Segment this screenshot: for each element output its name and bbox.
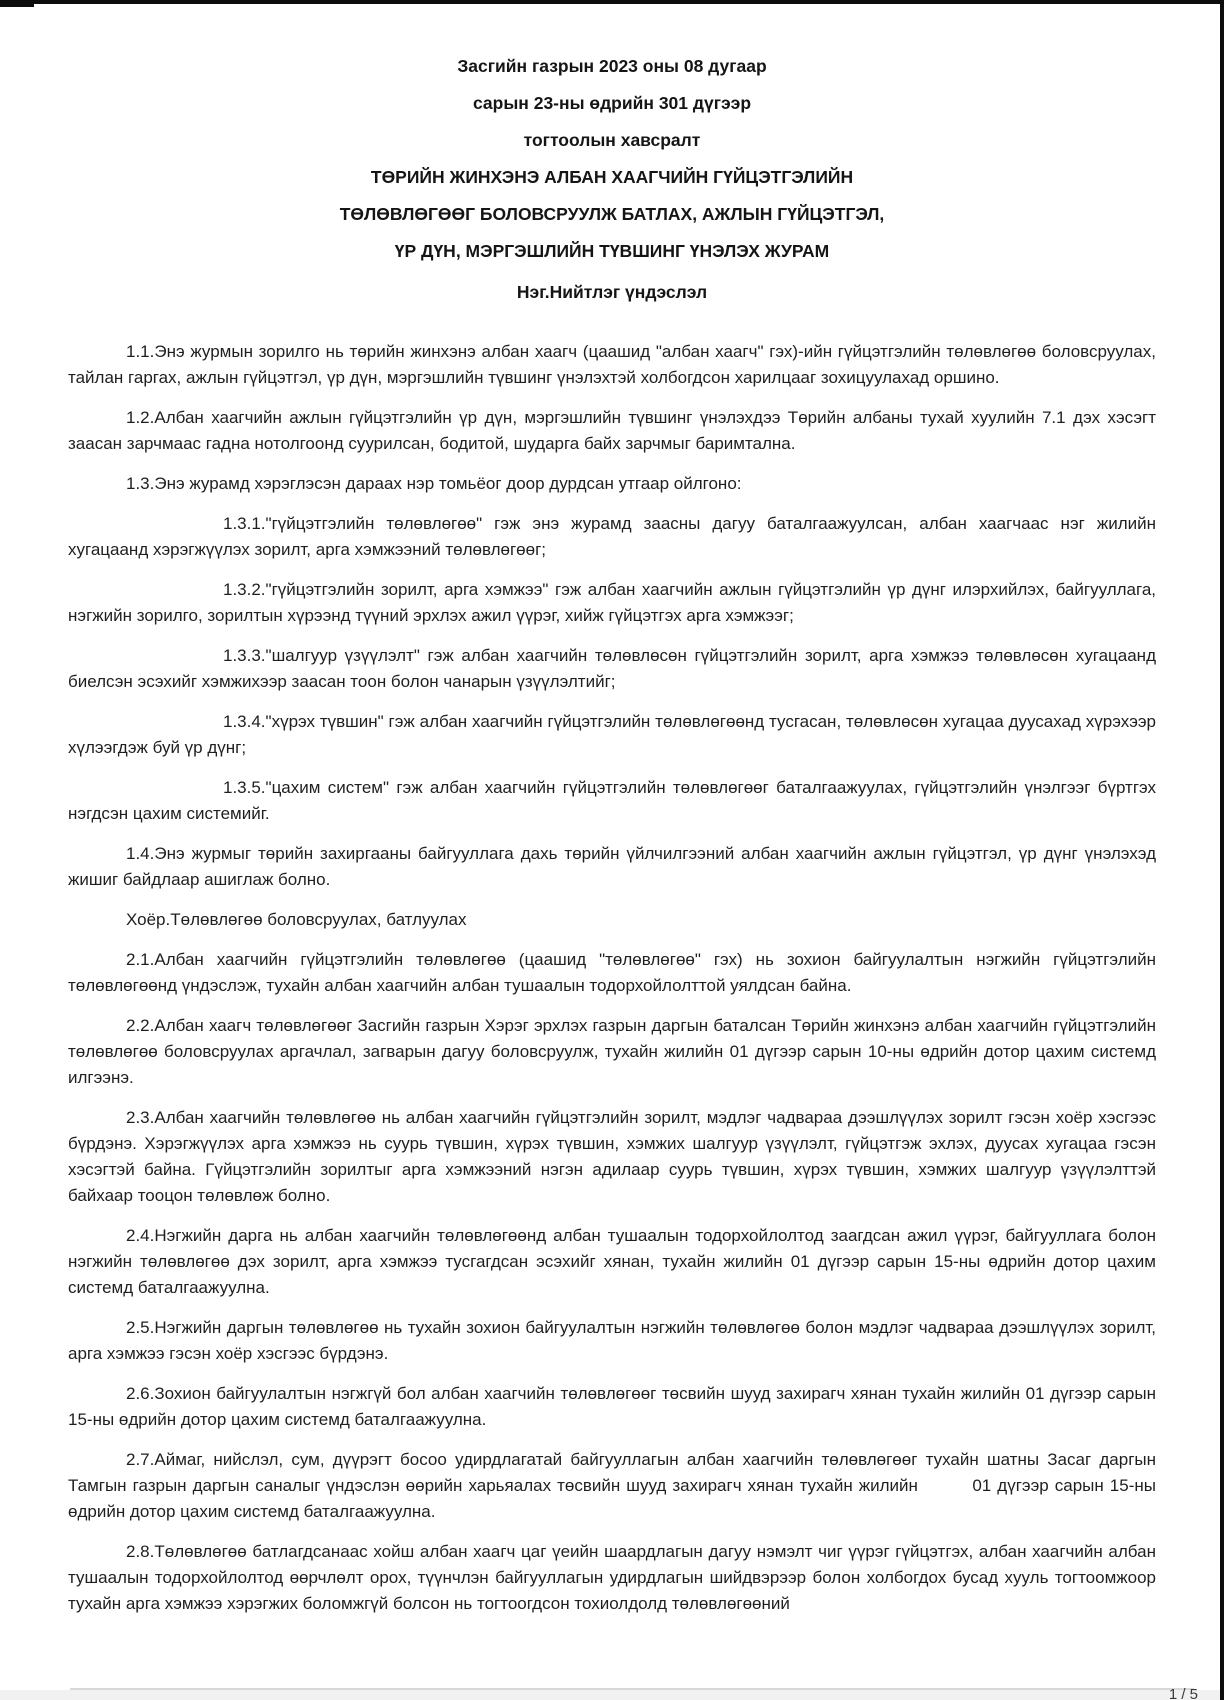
paragraph-2-7: 2.7.Аймаг, нийслэл, сум, дүүрэгт босоо удирдлагатай байгууллагын албан хаагчийн төлөвлөгөөг тухайн шатны Засаг даргын Тамгын газрын даргын саналыг үндэслэн өөрийн харьяалах төсвийн шууд захирагч хянан тухайн жилийн 01 дүгээр сарын 15-ны өдрийн дотор цахим системд баталгаажуулна. bbox=[68, 1450, 1156, 1521]
paragraph-2-2: 2.2.Албан хаагч төлөвлөгөөг Засгийн газрын Хэрэг эрхлэх газрын даргын баталсан Төрийн жинхэнэ албан хаагчийн гүйцэтгэлийн төлөвлөгөө боловсруулах аргачлал, загварын дагуу боловсруулж, тухайн жилийн 01 дүгээр сарын 10-ны өдрийн дотор цахим системд илгээнэ. bbox=[68, 1016, 1156, 1087]
paragraph-1-3-2: 1.3.2."гүйцэтгэлийн зорилт, арга хэмжээ" гэж албан хаагчийн ажлын гүйцэтгэлийн үр дүнг илэрхийлэх, байгууллага, нэгжийн зорилго, зорилтын хүрээнд түүний эрхлэх ажил үүрэг, хийж гүйцэтгэх арга хэмжээг; bbox=[68, 580, 1156, 625]
paragraph-1-3: 1.3.Энэ журамд хэрэглэсэн дараах нэр томьёог доор дурдсан утгаар ойлгоно: bbox=[126, 474, 742, 493]
paragraph-1-3-3: 1.3.3."шалгуур үзүүлэлт" гэж албан хаагчийн төлөвлөсөн гүйцэтгэлийн зорилт, арга хэмжээ төлөвлөсөн хугацаанд биелсэн эсэхийг хэмжихээр заасан тоон болон чанарын үзүүлэлтийг; bbox=[68, 646, 1156, 691]
paragraph-1-2: 1.2.Албан хаагчийн ажлын гүйцэтгэлийн үр дүн, мэргэшлийн түвшинг үнэлэхдээ Төрийн албаны тухай хуулийн 7.1 дэх хэсэгт заасан зарчмаас гадна нотолгоонд суурилсан, бодитой, шударга байх зарчмыг баримтална. bbox=[68, 408, 1156, 453]
header-line-1: Засгийн газрын 2023 оны 08 дугаар bbox=[457, 56, 767, 76]
document-content bbox=[68, 0, 1156, 1631]
section-2-heading: Хоёр.Төлөвлөгөө боловсруулах, батлуулах bbox=[126, 910, 467, 929]
header-line-2: сарын 23-ны өдрийн 301 дүгээр bbox=[472, 93, 752, 113]
document-header bbox=[68, 0, 1156, 270]
section-1-heading: Нэг.Нийтлэг үндэслэл bbox=[516, 282, 708, 302]
paragraph-1-1: 1.1.Энэ журмын зорилго нь төрийн жинхэнэ албан хаагч (цаашид "албан хаагч" гэх)-ийн гүйцэтгэлийн төлөвлөгөө боловсруулах, тайлан гаргах, ажлын гүйцэтгэл, үр дүн, мэргэшлийн түвшинг үнэлэхтэй холбогдсон харилцааг зохицуулахад оршино. bbox=[68, 342, 1156, 387]
document-title-line-1: ТӨРИЙН ЖИНХЭНЭ АЛБАН ХААГЧИЙН ГҮЙЦЭТГЭЛИЙН bbox=[370, 167, 854, 187]
paragraph-1-3-4: 1.3.4."хүрэх түвшин" гэж албан хаагчийн гүйцэтгэлийн төлөвлөгөөнд тусгасан, төлөвлөсөн хугацаа дуусахад хүрэхээр хүлээгдэж буй үр дүнг; bbox=[68, 712, 1156, 757]
footer-divider-line bbox=[70, 1688, 1194, 1690]
document-title-line-2: ТӨЛӨВЛӨГӨӨГ БОЛОВСРУУЛЖ БАТЛАХ, АЖЛЫН ГҮЙЦЭТГЭЛ, bbox=[339, 204, 885, 224]
scan-artifact-mark bbox=[0, 0, 34, 7]
top-edge-bar bbox=[0, 0, 1224, 4]
page-number: 1 / 5 bbox=[1168, 1686, 1198, 1700]
paragraph-1-4: 1.4.Энэ журмыг төрийн захиргааны байгууллага дахь төрийн үйлчилгээний албан хаагчийн ажлын гүйцэтгэл, үр дүнг үнэлэхэд жишиг байдлаар ашиглаж болно. bbox=[68, 844, 1156, 889]
paragraph-1-3-5: 1.3.5."цахим систем" гэж албан хаагчийн гүйцэтгэлийн төлөвлөгөөг баталгаажуулах, гүйцэтгэлийн үнэлгээг бүртгэх нэгдсэн цахим системийг. bbox=[68, 778, 1156, 823]
paragraph-2-8: 2.8.Төлөвлөгөө батлагдсанаас хойш албан хаагч цаг үеийн шаардлагын дагуу нэмэлт чиг үүрэг гүйцэтгэх, албан хаагчийн албан тушаалын тодорхойлолтод өөрчлөлт орох, түүнчлэн байгууллагын удирдлагын шийдвэрээр болон холбогдох бусад хууль тогтоомжоор тухайн арга хэмжээ хэрэгжих боломжгүй болсон нь тогтоогдсон тохиолдолд төлөвлөгөөний bbox=[68, 1542, 1156, 1613]
paragraph-2-4: 2.4.Нэгжийн дарга нь албан хаагчийн төлөвлөгөөнд албан тушаалын тодорхойлолтод заагдсан ажил үүрэг, байгууллага болон нэгжийн төлөвлөгөө дэх зорилт, арга хэмжээ тусгагдсан эсэхийг хянан, тухайн жилийн 01 дүгээр сарын 15-ны өдрийн дотор цахим системд баталгаажуулна. bbox=[68, 1226, 1156, 1297]
right-edge-bar bbox=[1220, 0, 1224, 1700]
page-footer bbox=[0, 1690, 1224, 1700]
paragraph-2-6: 2.6.Зохион байгуулалтын нэгжгүй бол албан хаагчийн төлөвлөгөөг төсвийн шууд захирагч хянан тухайн жилийн 01 дүгээр сарын 15-ны өдрийн дотор цахим системд баталгаажуулна. bbox=[68, 1384, 1156, 1429]
paragraph-2-5: 2.5.Нэгжийн даргын төлөвлөгөө нь тухайн зохион байгуулалтын нэгжийн төлөвлөгөө болон мэдлэг чадвараа дээшлүүлэх зорилт, арга хэмжээ гэсэн хоёр хэсгээс бүрдэнэ. bbox=[68, 1318, 1156, 1363]
document-title-line-3: ҮР ДҮН, МЭРГЭШЛИЙН ТҮВШИНГ ҮНЭЛЭХ ЖУРАМ bbox=[394, 241, 830, 261]
paragraph-2-3: 2.3.Албан хаагчийн төлөвлөгөө нь албан хаагчийн гүйцэтгэлийн зорилт, мэдлэг чадвараа дээшлүүлэх зорилт гэсэн хоёр хэсгээс бүрдэнэ. Хэрэгжүүлэх арга хэмжээ нь суурь түвшин, хүрэх түвшин, хэмжих шалгуур үзүүлэлт, гүйцэтгэж эхлэх, дуусах хугацаа гэсэн хэсэгтэй байна. Гүйцэтгэлийн зорилтыг арга хэмжээний нэгэн адилаар суурь түвшин, хүрэх түвшин, хэмжих шалгуур үзүүлэлттэй байхаар тооцон төлөвлөж болно. bbox=[68, 1108, 1156, 1205]
header-line-3: тогтоолын хавсралт bbox=[523, 130, 701, 150]
paragraph-2-1: 2.1.Албан хаагчийн гүйцэтгэлийн төлөвлөгөө (цаашид "төлөвлөгөө" гэх) нь зохион байгуулалтын нэгжийн гүйцэтгэлийн төлөвлөгөөнд үндэслэж, тухайн албан хаагчийн албан тушаалын тодорхойлолттой уялдсан байна. bbox=[68, 950, 1156, 995]
paragraph-1-3-1: 1.3.1."гүйцэтгэлийн төлөвлөгөө" гэж энэ журамд заасны дагуу баталгаажуулсан, албан хаагчаас нэг жилийн хугацаанд хэрэгжүүлэх зорилт, арга хэмжээний төлөвлөгөөг; bbox=[68, 514, 1156, 559]
